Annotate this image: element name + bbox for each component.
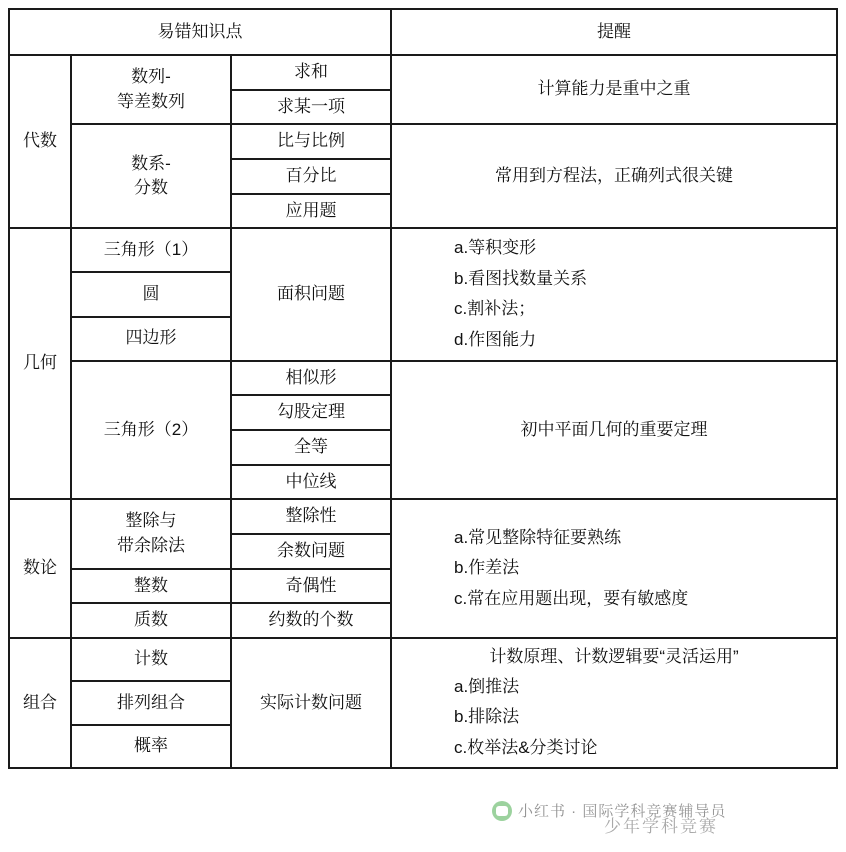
topic-sum: 求和: [231, 55, 391, 90]
note-line: 常用到方程法，正确列式很关键: [495, 165, 733, 185]
note-line: b.看图找数量关系: [454, 268, 588, 288]
category-combinatorics: 组合: [9, 638, 71, 769]
note-line: 计数原理、计数逻辑要“灵活运用”: [489, 646, 739, 666]
topic-real-counting: 实际计数问题: [231, 638, 391, 769]
topic-ratio: 比与比例: [231, 124, 391, 159]
note-line: b.作差法: [454, 558, 520, 578]
note-line: 计算能力是重中之重: [537, 79, 691, 99]
subject-line-2: 等差数列: [117, 91, 185, 111]
topic-area-problem: 面积问题: [231, 228, 391, 361]
table-row: [9, 55, 837, 90]
topic-congruence: 全等: [231, 430, 391, 465]
note-line: d.作图能力: [454, 330, 537, 350]
table-row: [9, 228, 837, 272]
subject-line-2: 带余除法: [117, 535, 185, 555]
note-line: c.割补法；: [454, 299, 536, 319]
table-row: [9, 638, 837, 682]
subject-line-1: 整除与: [125, 511, 177, 531]
category-number-theory: 数论: [9, 499, 71, 638]
subject-line-2: 分数: [134, 178, 168, 198]
note-line: c.常在应用题出现，要有敏感度: [454, 588, 689, 608]
header-topics: 易错知识点: [9, 9, 391, 55]
topic-similarity: 相似形: [231, 361, 391, 396]
category-algebra: 代数: [9, 55, 71, 228]
table-row: [9, 499, 837, 534]
subject-permutation: 排列组合: [71, 681, 231, 725]
note-number-theory: [391, 499, 837, 638]
subject-division: [71, 499, 231, 568]
topic-nth-term: 求某一项: [231, 90, 391, 125]
note-line: b.排除法: [454, 707, 520, 727]
subject-line-1: 数系-: [131, 153, 171, 173]
subject-circle: 圆: [71, 272, 231, 316]
watermark-text: 小红书 · 国际学科竞赛辅导员: [518, 803, 727, 820]
note-geometry-theorems: [391, 361, 837, 500]
green-badge-icon: [492, 801, 512, 821]
subject-sequence: [71, 55, 231, 124]
note-algebra-fraction: [391, 124, 837, 228]
subject-triangle-2: 三角形（2）: [71, 361, 231, 500]
note-line: a.倒推法: [454, 676, 520, 696]
note-line: a.常见整除特征要熟练: [454, 527, 622, 547]
subject-triangle-1: 三角形（1）: [71, 228, 231, 272]
note-line: 初中平面几何的重要定理: [520, 419, 708, 439]
topic-divisor-count: 约数的个数: [231, 603, 391, 638]
subject-quadrilateral: 四边形: [71, 317, 231, 361]
knowledge-points-table: [8, 8, 838, 769]
watermark: [492, 800, 726, 821]
subject-counting: 计数: [71, 638, 231, 682]
table-row: [9, 361, 837, 396]
topic-pythagorean: 勾股定理: [231, 395, 391, 430]
subject-fraction: [71, 124, 231, 228]
note-geometry-area: [391, 228, 837, 361]
subject-integer: 整数: [71, 569, 231, 604]
note-line: a.等积变形: [454, 238, 537, 258]
note-combinatorics: [391, 638, 837, 769]
header-reminder: 提醒: [391, 9, 837, 55]
watermark-overlay: 少年学科竞赛: [604, 817, 718, 836]
topic-remainder: 余数问题: [231, 534, 391, 569]
note-line: c.枚举法&分类讨论: [454, 737, 598, 757]
subject-prime: 质数: [71, 603, 231, 638]
subject-probability: 概率: [71, 725, 231, 769]
subject-line-1: 数列-: [131, 67, 171, 86]
topic-parity: 奇偶性: [231, 569, 391, 604]
topic-midline: 中位线: [231, 465, 391, 500]
topic-divisibility: 整除性: [231, 499, 391, 534]
note-algebra-sequence: [391, 55, 837, 124]
category-geometry: 几何: [9, 228, 71, 499]
topic-percentage: 百分比: [231, 159, 391, 194]
table-row: [9, 124, 837, 159]
table-header-row: [9, 9, 837, 55]
topic-word-problem: 应用题: [231, 194, 391, 229]
